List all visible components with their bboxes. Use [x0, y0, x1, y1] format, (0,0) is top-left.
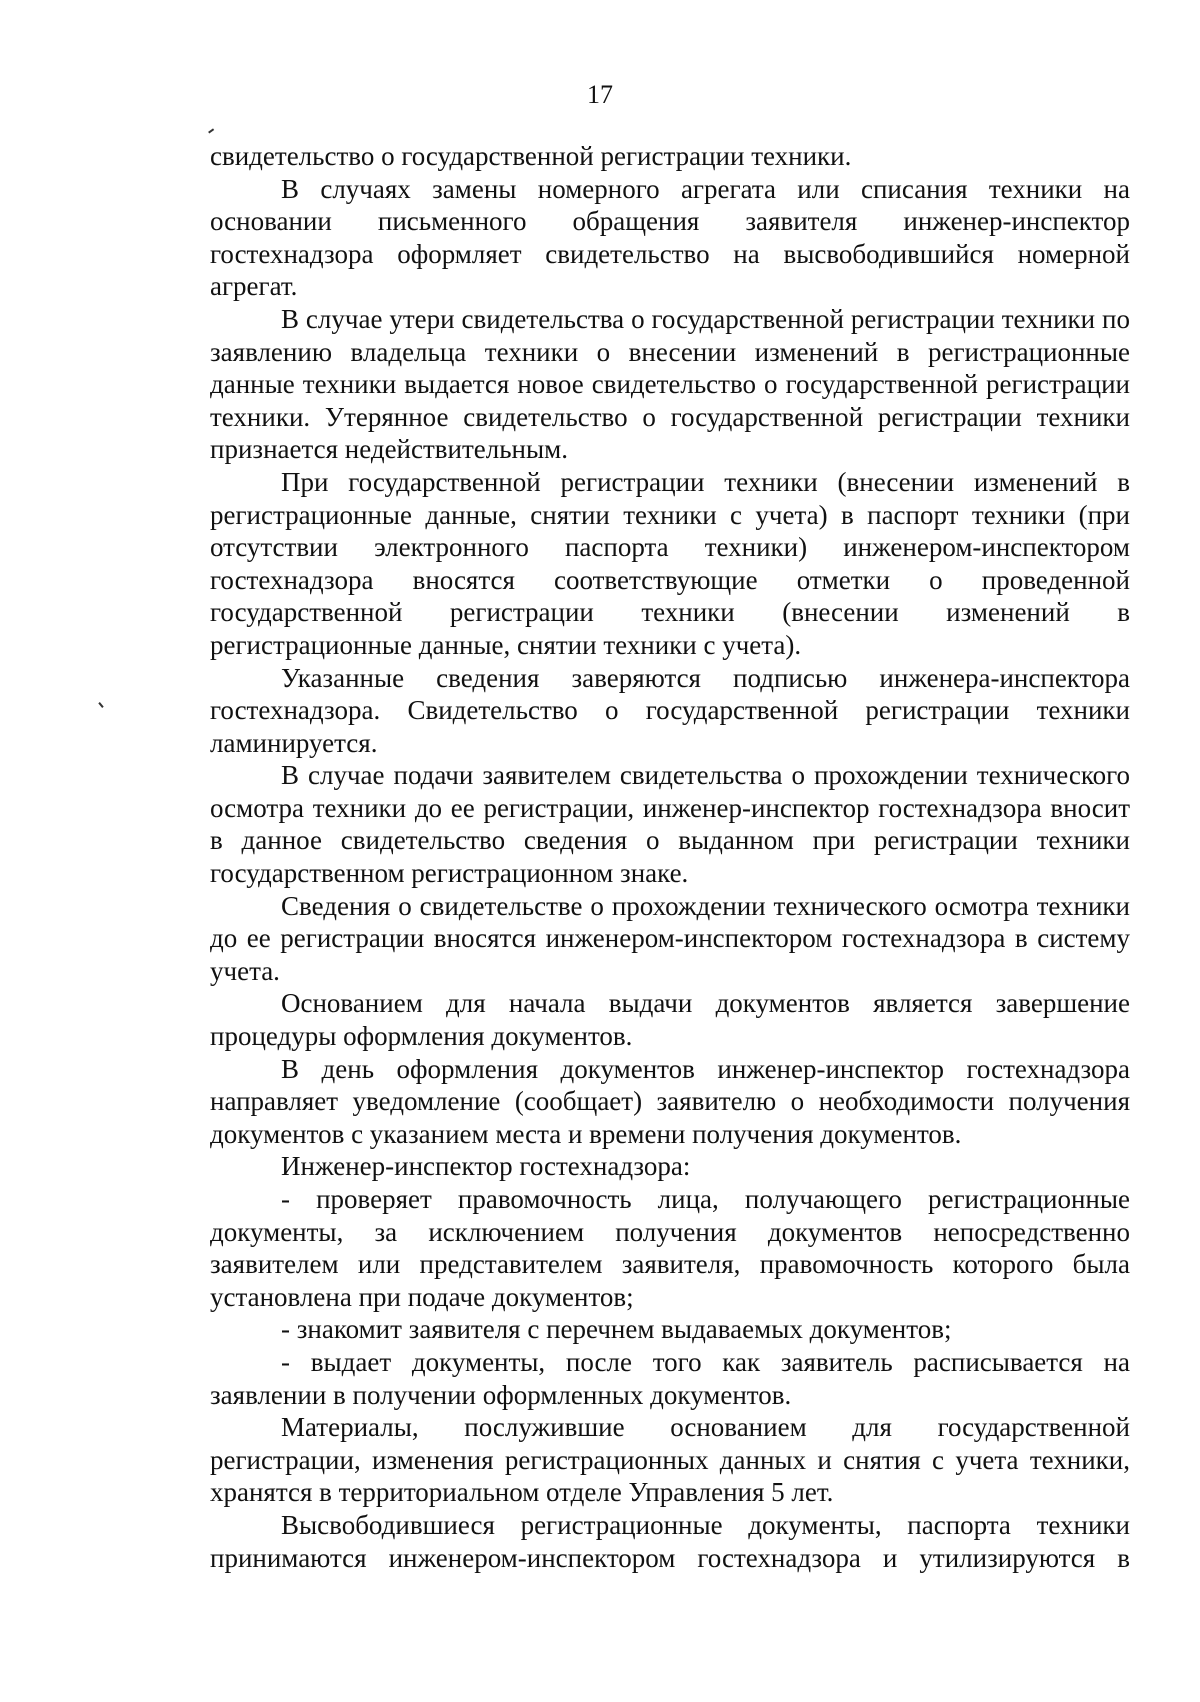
paragraph: Основанием для начала выдачи документов является завершение процедуры оформления документов. — [210, 988, 1130, 1052]
page-number: 17 — [587, 80, 613, 109]
paragraph: В случаях замены номерного агрегата или списания техники на основании письменного обращения заявителя инженер-инспектор гостехнадзора оформляет свидетельство на высвободившийся номерной агрегат. — [210, 173, 1130, 302]
stray-mark — [98, 702, 103, 708]
paragraph: В день оформления документов инженер-инспектор гостехнадзора направляет уведомление (сообщает) заявителю о необходимости получения документов с указанием места и времени получения документов. — [210, 1053, 1130, 1149]
paragraph: В случае подачи заявителем свидетельства о прохождении технического осмотра техники до ее регистрации, инженер-инспектор гостехнадзора вносит в данное свидетельство сведения о выданном при регистрации техники государственном регистрационном знаке. — [210, 760, 1130, 889]
list-item: - проверяет правомочность лица, получающего регистрационные документы, за исключением получения документов непосредственно заявителем или представителем заявителя, правомочность которого была установлена при подаче документов; — [210, 1184, 1130, 1312]
paragraph: Высвободившиеся регистрационные документы, паспорта техники принимаются инженером-инспектором гостехнадзора и утилизируются в — [210, 1509, 1130, 1573]
paragraph: свидетельство о государственной регистрации техники. — [210, 141, 852, 171]
paragraph: В случае утери свидетельства о государственной регистрации техники по заявлению владельца техники о внесении изменений в регистрационные данные техники выдается новое свидетельство о государственной регистрации техники. Утерянное свидетельство о государственной регистрации техники признается недействительным. — [210, 303, 1130, 465]
paragraph: Материалы, послужившие основанием для государственной регистрации, изменения регистрационных данных и снятия с учета техники, хранятся в территориальном отделе Управления 5 лет. — [210, 1412, 1130, 1508]
paragraph: Сведения о свидетельстве о прохождении технического осмотра техники до ее регистрации вносятся инженером-инспектором гостехнадзора в систему учета. — [210, 890, 1130, 986]
document-body — [210, 140, 1130, 1574]
list-item: - знакомит заявителя с перечнем выдаваемых документов; — [281, 1314, 952, 1345]
paragraph: Указанные сведения заверяются подписью инженера-инспектора гостехнадзора. Свидетельство о государственной регистрации техники ламинируется. — [210, 662, 1130, 758]
list-item: - выдает документы, после того как заявитель расписывается на заявлении в получении оформленных документов. — [210, 1346, 1130, 1410]
paragraph: Инженер-инспектор гостехнадзора: — [281, 1151, 691, 1182]
tick-mark — [208, 128, 214, 133]
paragraph: При государственной регистрации техники (внесении изменений в регистрационные данные, снятии техники с учета) в паспорт техники (при отсутствии электронного паспорта техники) инженером-инспектором гостехнадзора вносятся соответствующие отметки о проведенной государственной регистрации техники (внесении изменений в регистрационные данные, снятии техники с учета). — [210, 466, 1130, 660]
